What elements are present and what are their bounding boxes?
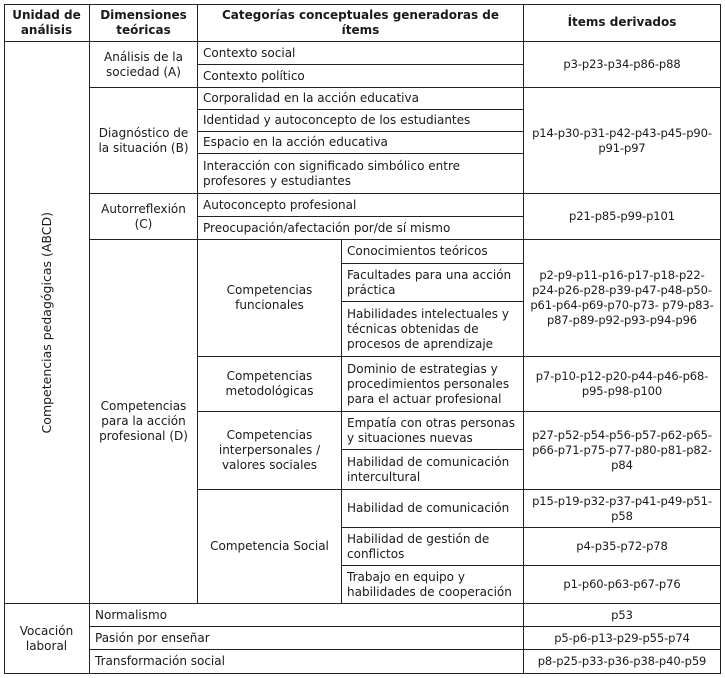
unit-vocacion-laboral: Vocación laboral: [4, 604, 90, 674]
subdimension-metodologicas: Competencias metodológicas: [198, 357, 342, 412]
dimension-competencias-accion: Competencias para la acción profesional (D): [90, 240, 198, 604]
items-pasion: p5-p6-p13-p29-p55-p74: [524, 627, 721, 650]
items-dimension-a: p3-p23-p34-p86-p88: [524, 42, 721, 88]
dimension-diagnostico-situacion: Diagnóstico de la situación (B): [90, 88, 198, 194]
header-dimensions: Dimensiones teóricas: [90, 4, 198, 42]
items-conflictos: p4-p35-p72-p78: [524, 528, 721, 566]
header-unit: Unidad de análisis: [4, 4, 90, 42]
category-contexto-social: Contexto social: [198, 42, 524, 65]
category-comunicacion-intercultural: Habilidad de comunicación intercultural: [342, 450, 524, 490]
items-transformacion: p8-p25-p33-p36-p38-p40-p59: [524, 650, 721, 674]
category-facultades-accion: Facultades para una acción práctica: [342, 264, 524, 302]
category-dominio-estrategias: Dominio de estrategias y procedimientos personales para el actuar profesional: [342, 357, 524, 412]
items-dimension-c: p21-p85-p99-p101: [524, 194, 721, 240]
header-categories: Categorías conceptuales generadoras de ítems: [198, 4, 524, 42]
category-contexto-politico: Contexto político: [198, 65, 524, 88]
category-empatia: Empatía con otras personas y situaciones nuevas: [342, 412, 524, 450]
items-cooperacion: p1-p60-p63-p67-p76: [524, 566, 721, 604]
category-espacio-accion: Espacio en la acción educativa: [198, 132, 524, 154]
items-metodologicas: p7-p10-p12-p20-p44-p46-p68-p95-p98-p100: [524, 357, 721, 412]
category-corporalidad: Corporalidad en la acción educativa: [198, 88, 524, 110]
category-trabajo-equipo: Trabajo en equipo y habilidades de cooperación: [342, 566, 524, 604]
category-identidad-autoconcepto: Identidad y autoconcepto de los estudiantes: [198, 110, 524, 132]
category-interaccion-simbolica: Interacción con significado simbólico entre profesores y estudiantes: [198, 154, 524, 194]
unit-competencias-label: Competencias pedagógicas (ABCD): [39, 211, 54, 434]
dimension-pasion-ensenar: Pasión por enseñar: [90, 627, 524, 650]
subdimension-interpersonales: Competencias interpersonales / valores sociales: [198, 412, 342, 490]
subdimension-social: Competencia Social: [198, 490, 342, 604]
dimension-normalismo: Normalismo: [90, 604, 524, 627]
items-dimension-b: p14-p30-p31-p42-p43-p45-p90-p91-p97: [524, 88, 721, 194]
category-habilidades-intelectuales: Habilidades intelectuales y técnicas obtenidas de procesos de aprendizaje: [342, 302, 524, 357]
dimension-transformacion-social: Transformación social: [90, 650, 524, 674]
competencias-table: [4, 4, 721, 674]
items-normalismo: p53: [524, 604, 721, 627]
category-habilidad-comunicacion: Habilidad de comunicación: [342, 490, 524, 528]
category-gestion-conflictos: Habilidad de gestión de conflictos: [342, 528, 524, 566]
category-preocupacion: Preocupación/afectación por/de sí mismo: [198, 217, 524, 240]
items-funcionales: p2-p9-p11-p16-p17-p18-p22-p24-p26-p28-p39-p47-p48-p50-p61-p64-p69-p70-p73- p79-p83-p87-p89-p92-p93-p94-p96: [524, 240, 721, 357]
subdimension-funcionales: Competencias funcionales: [198, 240, 342, 357]
unit-competencias-pedagogicas: [4, 42, 90, 604]
category-conocimientos-teoricos: Conocimientos teóricos: [342, 240, 524, 264]
items-interpersonales: p27-p52-p54-p56-p57-p62-p65-p66-p71-p75-p77-p80-p81-p82-p84: [524, 412, 721, 490]
dimension-analisis-sociedad: Análisis de la sociedad (A): [90, 42, 198, 88]
category-autoconcepto-profesional: Autoconcepto profesional: [198, 194, 524, 217]
header-items: Ítems derivados: [524, 4, 721, 42]
dimension-autorreflexion: Autorreflexión (C): [90, 194, 198, 240]
items-comunicacion: p15-p19-p32-p37-p41-p49-p51-p58: [524, 490, 721, 528]
